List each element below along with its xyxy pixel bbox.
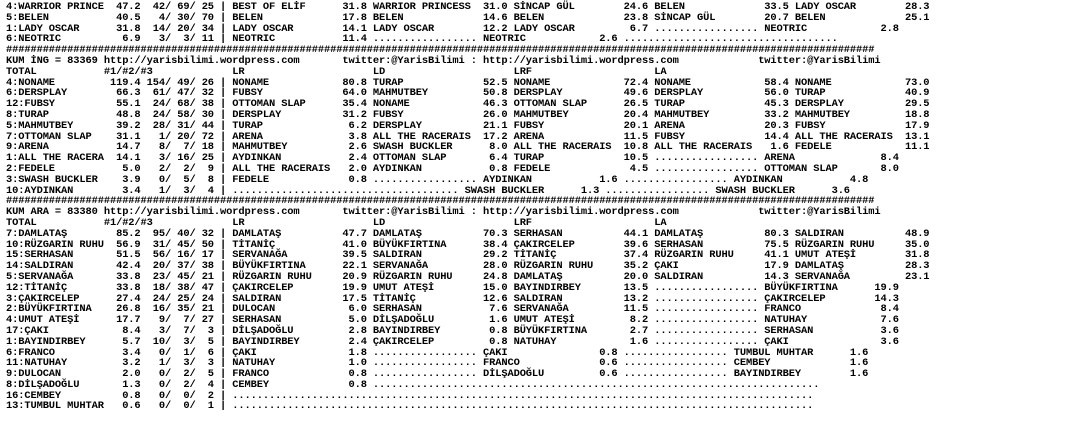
text-line: 1:LADY OSCAR 31.8 14/ 20/ 34 | LADY OSCAR 14.1 LADY OSCAR 12.2 LADY OSCAR 6.7 ................. NEOTRIC 2.8 <box>6 22 899 35</box>
text-line: 4:WARRIOR PRINCE 47.2 42/ 69/ 25 | BEST OF ELİF 31.8 WARRIOR PRINCESS 31.0 SİNCAP GÜL 24.6 BELEN 33.5 LADY OSCAR 28.3 <box>6 1 930 13</box>
text-line: 4:UMUT ATEŞİ 17.7 9/ 7/ 27 | SERHASAN 5.0 DİLŞADOĞLU 1.6 UMUT ATEŞİ 8.2 ................. NATUHAY 7.6 <box>6 314 899 327</box>
text-line: 5:BELEN 40.5 4/ 30/ 70 | BELEN 17.8 BELEN 14.6 BELEN 23.8 SİNCAP GÜL 20.7 BELEN 25.1 <box>6 11 930 24</box>
text-line: 17:ÇAKI 8.4 3/ 7/ 3 | DİLŞADOĞLU 2.8 BAYINDIRBEY 0.8 BÜYÜKFIRTINA 2.7 ................. SERHASAN 3.6 <box>6 324 899 337</box>
column-header-line: TOTAL #1/#2/#3 LR LD LRF LA <box>6 65 667 78</box>
text-line: 3:SWASH BUCKLER 3.9 0/ 5/ 8 | FEDELE 0.8 ................. AYDINKAN 1.6 ................. AYDINKAN 4.8 <box>6 173 869 186</box>
text-line: 7:DAMLATAŞ 85.2 95/ 40/ 32 | DAMLATAŞ 47.7 DAMLATAŞ 70.3 SERHASAN 44.1 DAMLATAŞ 80.3 SALDIRAN 48.9 <box>6 227 930 240</box>
text-line: 1:BAYINDIRBEY 5.7 10/ 3/ 5 | BAYINDIRBEY 2.4 ÇAKIRCELEP 0.8 NATUHAY 1.6 ................. ÇAKI 3.6 <box>6 335 899 348</box>
text-line: 12:FUBSY 55.1 24/ 68/ 38 | OTTOMAN SLAP 35.4 NONAME 46.3 OTTOMAN SLAP 26.5 TURAP 45.3 DERSPLAY 29.5 <box>6 98 930 111</box>
text-line: 15:SERHASAN 51.5 56/ 16/ 17 | SERVANAĞA 39.5 SALDIRAN 29.2 TİTANİÇ 37.4 RÜZGARIN RUHU 41.1 UMUT ATEŞİ 31.8 <box>6 249 930 262</box>
column-header-line: TOTAL #1/#2/#3 LR LD LRF LA <box>6 216 667 229</box>
text-line: 14:SALDIRAN 42.4 20/ 37/ 38 | BÜYÜKFIRTINA 22.1 SERVANAĞA 28.0 RÜZGARIN RUHU 35.2 ÇAKI 17.9 DAMLATAŞ 28.3 <box>6 260 930 273</box>
text-line: 9:DULOCAN 2.0 0/ 2/ 5 | FRANCO 0.8 ................. DİLŞADOĞLU 0.6 ................. BAYINDIRBEY 1.6 <box>6 368 869 381</box>
text-line: 9:ARENA 14.7 8/ 7/ 18 | MAHMUTBEY 2.6 SWASH BUCKLER 8.0 ALL THE RACERAIS 10.8 ALL THE RACERAIS 1.6 FEDELE 11.1 <box>6 141 930 154</box>
separator-line: ############################################################################################################################################## <box>6 195 875 208</box>
separator-line: ############################################################################################################################################## <box>6 44 875 57</box>
text-line: 1:ALL THE RACERA 14.1 3/ 16/ 25 | AYDINKAN 2.4 OTTOMAN SLAP 6.4 TURAP 10.5 ................. ARENA 8.4 <box>6 152 899 165</box>
text-line: 5:SERVANAĞA 33.8 23/ 45/ 21 | RÜZGARIN RUHU 20.9 RÜZGARIN RUHU 24.8 DAMLATAŞ 20.0 SALDIRAN 14.3 SERVANAĞA 23.1 <box>6 270 930 283</box>
text-line: 7:OTTOMAN SLAP 31.1 1/ 20/ 72 | ARENA 3.8 ALL THE RACERAIS 17.2 ARENA 11.5 FUBSY 14.4 ALL THE RACERAIS 13.1 <box>6 130 930 143</box>
text-line: 10:RÜZGARIN RUHU 56.9 31/ 45/ 50 | TİTANİÇ 41.0 BÜYÜKFIRTINA 38.4 ÇAKIRCELEP 39.6 SERHASAN 75.5 RÜZGARIN RUHU 35.0 <box>6 238 930 251</box>
text-line: 6:FRANCO 3.4 0/ 1/ 6 | ÇAKI 1.8 ................. ÇAKI 0.8 ................. TUMBUL MUHTAR 1.6 <box>6 346 869 359</box>
text-line: 6:DERSPLAY 66.3 61/ 47/ 32 | FUBSY 64.0 MAHMUTBEY 50.8 DERSPLAY 49.6 DERSPLAY 56.0 TURAP 40.9 <box>6 87 930 100</box>
section-header-kum-ara: KUM ARA = 83380 http://yarisbilimi.wordpress.com twitter:@YarisBilimi : http://yarisbilimi.wordpress.com twitter:@YarisBilimi <box>6 206 881 219</box>
text-line: 3:ÇAKIRCELEP 27.4 24/ 25/ 24 | SALDIRAN 17.5 TİTANİÇ 12.6 SALDIRAN 13.2 ................. ÇAKIRCELEP 14.3 <box>6 292 899 305</box>
text-line: 6:NEOTRIC 6.9 3/ 3/ 11 | NEOTRIC 11.4 ................. NEOTRIC 2.6 ................................... <box>6 33 838 46</box>
text-line: 2:BÜYÜKFIRTINA 26.8 16/ 35/ 21 | DULOCAN 6.0 SERHASAN 7.6 SERVANAĞA 11.5 ................. FRANCO 8.4 <box>6 303 899 316</box>
text-line: 4:NONAME 119.4 154/ 49/ 26 | NONAME 80.8 TURAP 52.5 NONAME 72.4 NONAME 58.4 NONAME 73.0 <box>6 76 930 89</box>
text-line: 2:FEDELE 5.0 2/ 2/ 9 | ALL THE RACERAIS 2.0 AYDINKAN 0.8 FEDELE 4.5 ................. OTTOMAN SLAP 8.0 <box>6 162 899 175</box>
text-line: 13:TUMBUL MUHTAR 0.6 0/ 0/ 1 | ............................................................................................... <box>6 400 814 413</box>
text-line: 16:CEMBEY 0.8 0/ 0/ 2 | ............................................................................................... <box>6 389 814 402</box>
text-line: 10:AYDINKAN 3.4 1/ 3/ 4 | ..................................... SWASH BUCKLER 1.3 ................. SWASH BUCKLER 3.6 <box>6 184 850 197</box>
text-line: 11:NATUHAY 3.2 1/ 3/ 3 | NATUHAY 1.0 ................. FRANCO 0.6 ................. CEMBEY 1.6 <box>6 357 869 370</box>
text-line: 12:TİTANİÇ 33.8 18/ 38/ 47 | ÇAKIRCELEP 19.9 UMUT ATEŞİ 15.0 BAYINDIRBEY 13.5 ................. BÜYÜKFIRTINA 19.9 <box>6 281 899 294</box>
section-header-kum-ing: KUM İNG = 83369 http://yarisbilimi.wordpress.com twitter:@YarisBilimi : http://yarisbilimi.wordpress.com twitter:@YarisBilimi <box>6 54 881 67</box>
text-line: 8:TURAP 48.8 24/ 58/ 30 | DERSPLAY 31.2 FUBSY 26.0 MAHMUTBEY 20.4 MAHMUTBEY 33.2 MAHMUTBEY 18.8 <box>6 108 930 121</box>
text-line: 5:MAHMUTBEY 39.2 28/ 31/ 44 | TURAP 6.2 DERSPLAY 21.1 FUBSY 20.1 ARENA 20.3 FUBSY 17.9 <box>6 119 930 132</box>
text-line: 8:DİLŞADOĞLU 1.3 0/ 2/ 4 | CEMBEY 0.8 ......................................................................... <box>6 378 820 391</box>
